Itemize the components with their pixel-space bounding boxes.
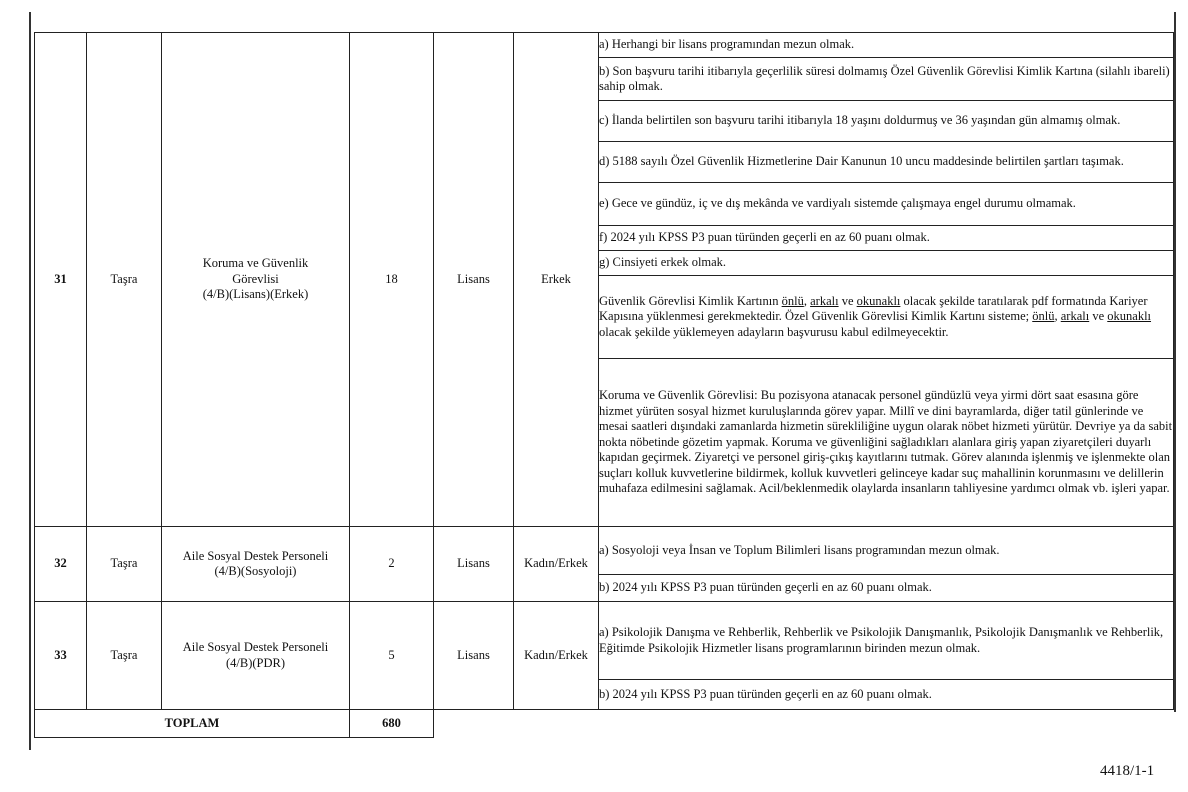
table-row (35, 527, 1174, 575)
id-card-note: Güvenlik Görevlisi Kimlik Kartının önlü, arkalı ve okunaklı olacak şekilde taratılarak pdf formatında Kariyer Kapısına yüklenmesi gerekmektedir. Özel Güvenlik Görevlisi Kimlik Kartını sisteme; önlü, arkalı ve okunaklı olacak şekilde yüklemeyen adayların başvurusu kabul edilmeyecektir. (599, 276, 1174, 359)
title-line: (4/B)(PDR) (225, 655, 286, 670)
title-line: Görevlisi (232, 271, 279, 286)
position-table (34, 32, 1174, 738)
title-line: (4/B)(Sosyoloji) (214, 564, 297, 578)
education-cell: Lisans (434, 527, 514, 602)
total-row (35, 710, 1174, 738)
table-row (35, 602, 1174, 680)
position-title (162, 527, 350, 602)
title-line: Aile Sosyal Destek Personeli (182, 548, 329, 563)
duty-description: Koruma ve Güvenlik Görevlisi: Bu pozisyona atanacak personel gündüzlü veya yirmi dört saat esasına göre hizmet yürüten sosyal hizmet kuruluşlarında görev yapar. Millî ve dini bayramlarda, diğer tatil günlerinde ve mesai saatleri dışındaki zamanlarda hizmetin sürekliliğine uygun olarak nöbet hizmeti yürütür. Devriye ya da sabit nokta nöbetinde gözetim yapmak. Koruma ve güvenliğini sağladıkları alanlara giriş yapan ziyaretçileri duyarlı kapıdan geçirmek. Ziyaretçi ve personel giriş-çıkış kayıtlarını tutmak. Görev alanında işlenmiş ve işlenmekte olan suçları kolluk kuvvetlerine bildirmek, kolluk kuvvetleri gelinceye kadar suç mahallinin korunmasını ve delillerin muhafaza edilmesini sağlamak. Acil/beklenmedik olaylarda insanların tahliyesine yardımcı olmak vb. işleri yapar. (599, 359, 1174, 527)
count-cell: 18 (350, 33, 434, 527)
count-cell: 2 (350, 527, 434, 602)
table-row (35, 33, 1174, 58)
title-line: Koruma ve Güvenlik (202, 256, 309, 271)
location-cell: Taşra (87, 33, 162, 527)
requirement-item: b) 2024 yılı KPSS P3 puan türünden geçerli en az 60 puanı olmak. (599, 680, 1174, 710)
gender-cell: Kadın/Erkek (514, 602, 599, 710)
title-line: Aile Sosyal Destek Personeli (182, 640, 329, 654)
gender-cell: Erkek (514, 33, 599, 527)
requirement-item: b) 2024 yılı KPSS P3 puan türünden geçerli en az 60 puanı olmak. (599, 575, 1174, 602)
gender-cell: Kadın/Erkek (514, 527, 599, 602)
title-line: (4/B)(Lisans)(Erkek) (202, 287, 309, 302)
requirement-item: b) Son başvuru tarihi itibarıyla geçerlilik süresi dolmamış Özel Güvenlik Görevlisi Kimlik Kartına (silahlı ibareli) sahip olmak. (599, 58, 1174, 101)
requirement-item: a) Herhangi bir lisans programından mezun olmak. (599, 33, 1174, 58)
total-value: 680 (350, 710, 434, 738)
location-cell: Taşra (87, 527, 162, 602)
row-number: 32 (35, 527, 87, 602)
row-number: 31 (35, 33, 87, 527)
position-title (162, 602, 350, 710)
location-cell: Taşra (87, 602, 162, 710)
education-cell: Lisans (434, 602, 514, 710)
row-number: 33 (35, 602, 87, 710)
left-margin-rule (29, 12, 31, 750)
position-title (162, 33, 350, 527)
requirement-item: e) Gece ve gündüz, iç ve dış mekânda ve vardiyalı sistemde çalışmaya engel durumu olmamak. (599, 183, 1174, 226)
requirement-item: d) 5188 sayılı Özel Güvenlik Hizmetlerine Dair Kanunun 10 uncu maddesinde belirtilen şartları taşımak. (599, 142, 1174, 183)
requirement-item: g) Cinsiyeti erkek olmak. (599, 251, 1174, 276)
education-cell: Lisans (434, 33, 514, 527)
page-number: 4418/1-1 (1100, 763, 1155, 779)
requirement-item: a) Psikolojik Danışma ve Rehberlik, Rehberlik ve Psikolojik Danışmanlık, Psikolojik Danışmanlık ve Rehberlik, Eğitimde Psikolojik Hizmetler lisans programlarının birinden mezun olmak. (599, 602, 1174, 680)
count-cell: 5 (350, 602, 434, 710)
total-label: TOPLAM (35, 710, 350, 738)
requirement-item: c) İlanda belirtilen son başvuru tarihi itibarıyla 18 yaşını doldurmuş ve 36 yaşından gün almamış olmak. (599, 101, 1174, 142)
right-margin-rule (1174, 12, 1176, 712)
requirement-item: a) Sosyoloji veya İnsan ve Toplum Bilimleri lisans programından mezun olmak. (599, 527, 1174, 575)
requirement-item: f) 2024 yılı KPSS P3 puan türünden geçerli en az 60 puanı olmak. (599, 226, 1174, 251)
